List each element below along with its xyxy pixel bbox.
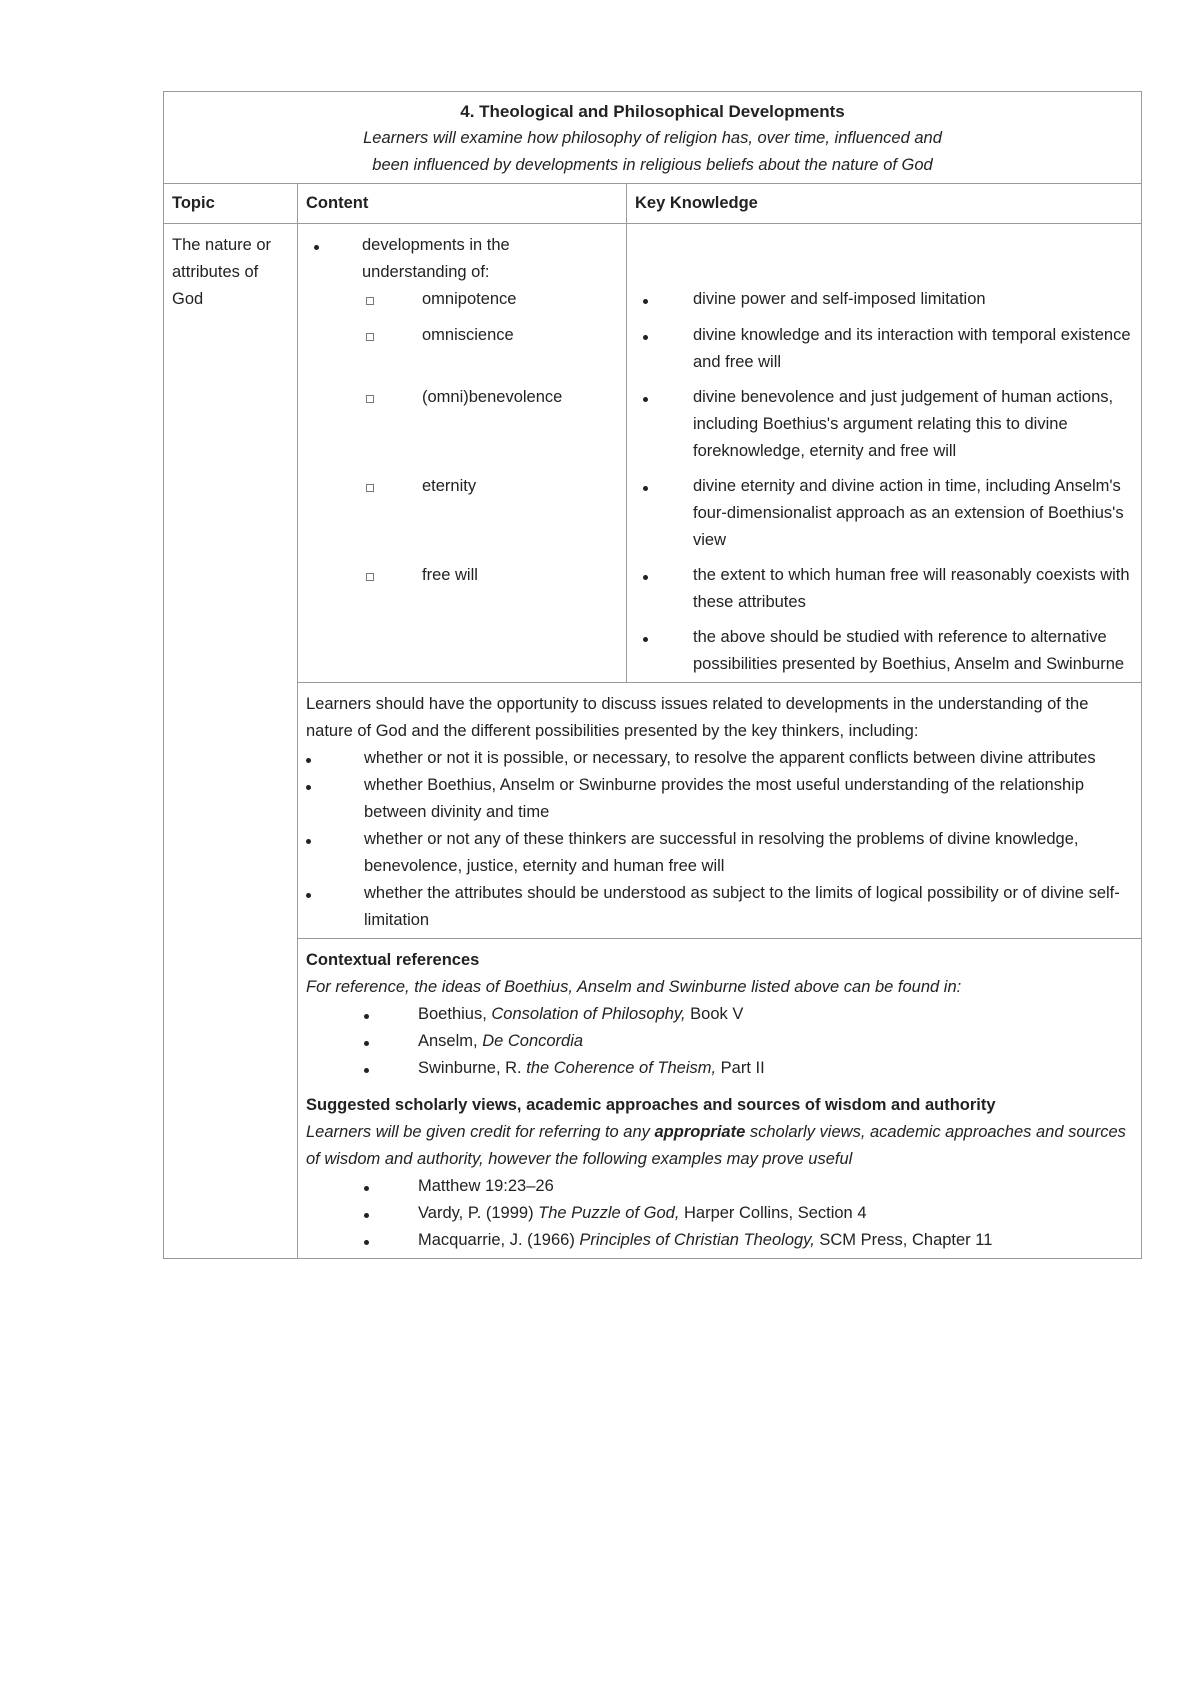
specification-page [163,91,1141,1259]
bullet-icon [306,758,311,763]
column-header-content: Content [298,184,627,224]
specification-table [163,91,1142,1259]
discussion-item: whether or not it is possible, or necessary, to resolve the apparent conflicts between divine attributes [306,745,1133,772]
bullet-icon [306,839,311,844]
key-knowledge-item: divine eternity and divine action in time, including Anselm's four-dimensionalist approach as an extension of Boethius's view [635,473,1133,562]
references-cell [298,939,1142,1259]
key-knowledge-item: divine knowledge and its interaction with temporal existence and free will [635,322,1133,384]
contextual-references-title: Contextual references [306,951,480,969]
key-knowledge-item: divine benevolence and just judgement of human actions, including Boethius's argument relating this to divine foreknowledge, eternity and free will [635,384,1133,473]
discussion-cell [298,683,1142,939]
bullet-icon [643,575,648,580]
scholarly-source-item: Vardy, P. (1999) The Puzzle of God, Harper Collins, Section 4 [306,1200,1133,1227]
content-item: omnipotence [306,286,618,322]
bullet-icon [306,785,311,790]
square-bullet-icon [366,484,374,492]
discussion-item: whether or not any of these thinkers are successful in resolving the problems of divine knowledge, benevolence, justice, eternity and human free will [306,826,1133,880]
square-bullet-icon [366,395,374,403]
key-knowledge-cell [627,224,1142,683]
scholarly-views-title: Suggested scholarly views, academic approaches and sources of wisdom and authority [306,1096,996,1114]
section-header-row [164,92,1142,184]
references-row [164,939,1142,1259]
bullet-icon [364,1240,369,1245]
contextual-reference-item: Anselm, De Concordia [306,1028,1133,1055]
discussion-row [164,683,1142,939]
discussion-intro: Learners should have the opportunity to discuss issues related to developments in the understanding of the nature of God and the different possibilities presented by the key thinkers, including: [306,695,1089,740]
bullet-icon [643,637,648,642]
bullet-icon [643,397,648,402]
discussion-item: whether the attributes should be understood as subject to the limits of logical possibility or of divine self-limitation [306,880,1133,934]
bullet-icon [314,245,319,250]
section-subtitle-line-2: been influenced by developments in religious beliefs about the nature of God [372,156,933,174]
section-subtitle-line-1: Learners will examine how philosophy of religion has, over time, influenced and [363,129,942,147]
content-cell [298,224,627,683]
section-title: 4. Theological and Philosophical Developments [460,102,845,121]
bullet-icon [364,1014,369,1019]
scholarly-source-item: Macquarrie, J. (1966) Principles of Christian Theology, SCM Press, Chapter 11 [306,1227,1133,1254]
content-item: omniscience [306,322,618,384]
bullet-icon [364,1186,369,1191]
content-item: free will [306,562,618,590]
scholarly-views-intro: Learners will be given credit for referring to any appropriate scholarly views, academic approaches and sources of wisdom and authority, however the following examples may prove useful [306,1123,1126,1168]
bullet-icon [643,486,648,491]
column-header-topic: Topic [164,184,298,224]
content-intro: developments in the understanding of: [306,232,618,286]
content-item: (omni)benevolence [306,384,618,473]
bullet-icon [643,299,648,304]
key-knowledge-item: the above should be studied with reference to alternative possibilities presented by Boethius, Anselm and Swinburne [635,624,1133,678]
content-row [164,224,1142,683]
topic-cell: The nature or attributes of God [164,224,298,1259]
contextual-reference-item: Boethius, Consolation of Philosophy, Book V [306,1001,1133,1028]
discussion-item: whether Boethius, Anselm or Swinburne provides the most useful understanding of the relationship between divinity and time [306,772,1133,826]
contextual-references-intro: For reference, the ideas of Boethius, Anselm and Swinburne listed above can be found in: [306,978,962,996]
key-knowledge-item: divine power and self-imposed limitation [635,286,1133,322]
square-bullet-icon [366,573,374,581]
contextual-reference-item: Swinburne, R. the Coherence of Theism, Part II [306,1055,1133,1082]
bullet-icon [364,1041,369,1046]
content-item: eternity [306,473,618,562]
key-knowledge-item: the extent to which human free will reasonably coexists with these attributes [635,562,1133,624]
column-header-row [164,184,1142,224]
bullet-icon [364,1213,369,1218]
square-bullet-icon [366,333,374,341]
bullet-icon [364,1068,369,1073]
scholarly-source-item: Matthew 19:23–26 [306,1173,1133,1200]
bullet-icon [306,893,311,898]
column-header-key-knowledge: Key Knowledge [627,184,1142,224]
bullet-icon [643,335,648,340]
section-header [164,92,1142,184]
square-bullet-icon [366,297,374,305]
